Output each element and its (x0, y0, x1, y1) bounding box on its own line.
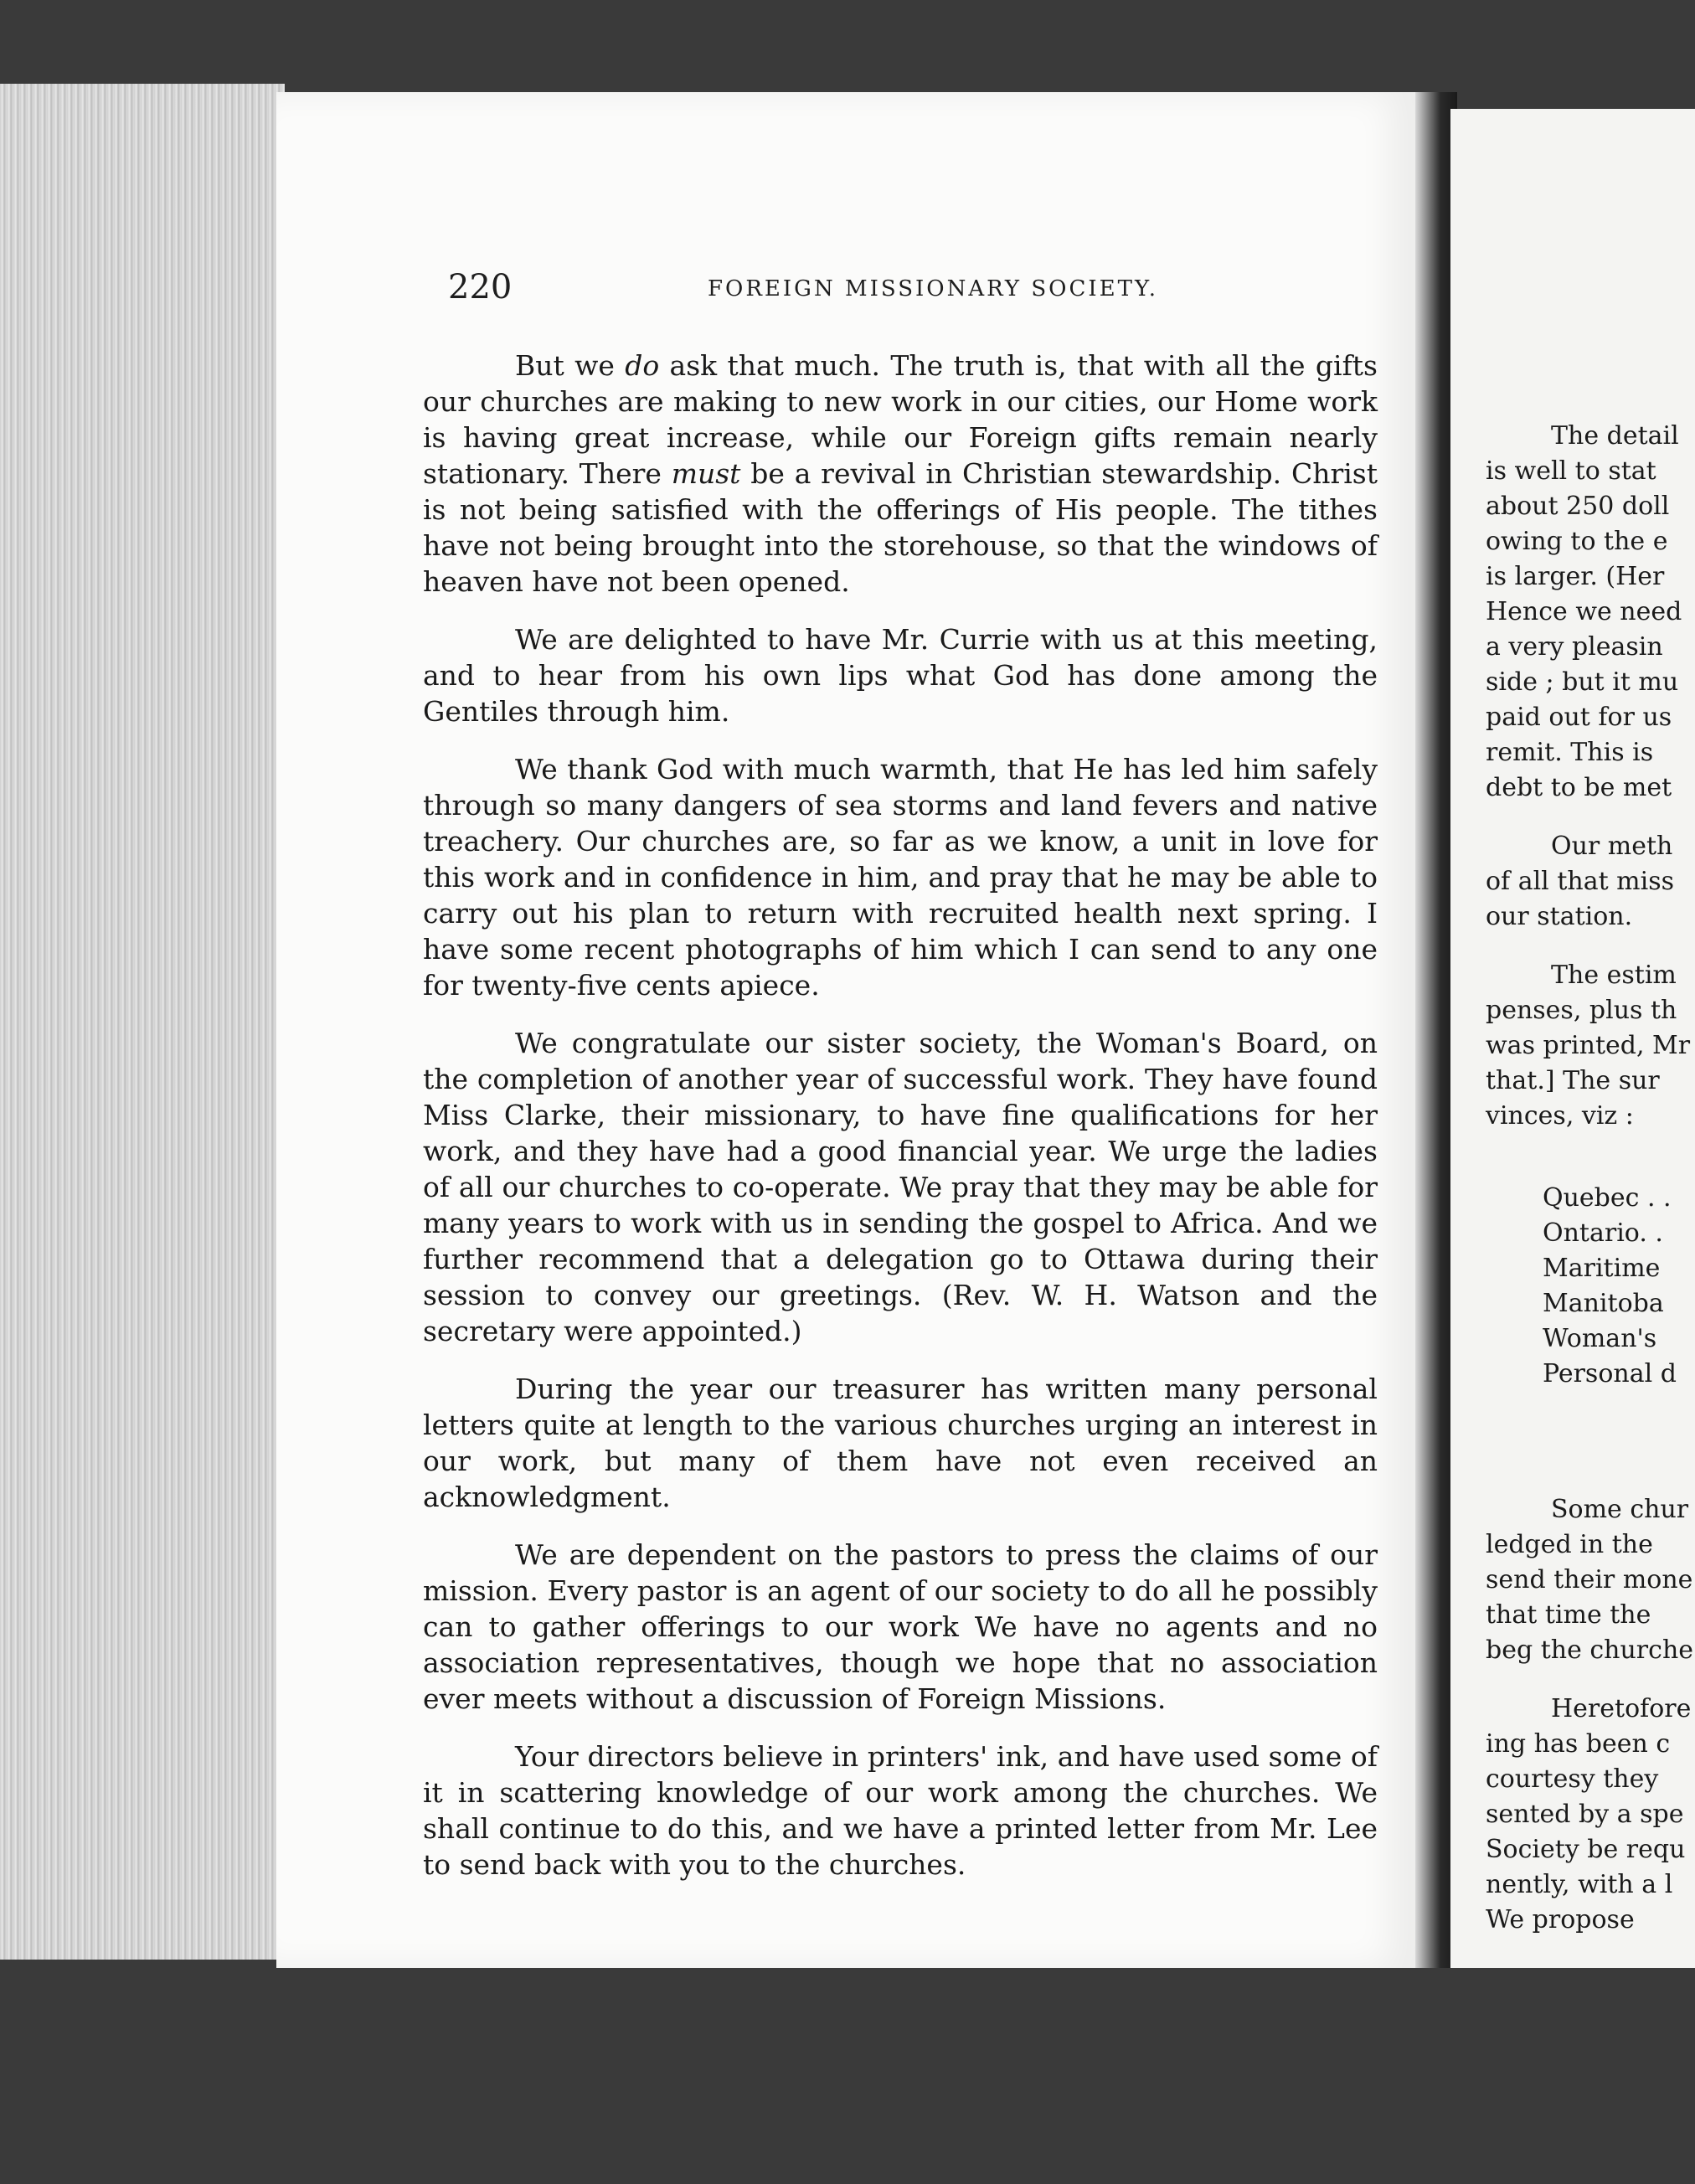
right-page-line: is larger. (Her (1486, 562, 1665, 591)
right-page-line: that time the (1486, 1600, 1651, 1630)
right-page-line: beg the churche (1486, 1635, 1694, 1665)
paragraph-7: Your directors believe in printers' ink, and have used some of it in scattering knowledge of our work among the churches. We shall continue to do this, and we have a printed letter from Mr. Lee to send back with you to the churches. (423, 1740, 1378, 1881)
right-page-line: Our meth (1551, 832, 1673, 861)
right-page-line: Heretofore (1551, 1694, 1692, 1723)
running-title: FOREIGN MISSIONARY SOCIETY. (708, 276, 1159, 301)
right-page-list-item: Manitoba (1543, 1289, 1664, 1318)
right-page-line: about 250 doll (1486, 492, 1670, 521)
right-page-list-item: Woman's (1543, 1324, 1657, 1353)
spacer (1450, 1134, 1695, 1181)
right-page-line: side ; but it mu (1486, 667, 1679, 697)
right-page-list-item: Maritime (1543, 1254, 1661, 1283)
right-page (1450, 109, 1695, 1968)
right-page-line: paid out for us (1486, 703, 1672, 732)
right-page-list-item: Personal d (1543, 1359, 1677, 1388)
spacer (1450, 935, 1695, 958)
paragraph-6: We are dependent on the pastors to press the claims of our mission. Every pastor is an agent of our society to do all he possibly can to gather offerings to our work We have no agents and no association representatives, though we hope that no association ever meets without a discussion of Foreign Missions. (423, 1538, 1378, 1715)
paragraph-2: We are delighted to have Mr. Currie with us at this meeting, and to hear from his own lips what God has done among the Gentiles through him. (423, 623, 1378, 728)
right-page-line: The estim (1551, 961, 1677, 990)
right-page-line: our station. (1486, 902, 1633, 931)
right-page-line: Hence we need (1486, 597, 1682, 626)
paragraph-3: We thank God with much warmth, that He has led him safely through so many dangers of sea storms and land fevers and native treachery. Our churches are, so far as we know, a unit in love for this work and in confidence in him, and pray that he may be able to carry out his plan to return with recruited health next spring. I have some recent photographs of him which I can send to any one for twenty-five cents apiece. (423, 753, 1378, 1002)
right-page-line: penses, plus th (1486, 996, 1677, 1025)
right-page-text (1450, 419, 1695, 1938)
right-page-line: sented by a spe (1486, 1800, 1684, 1829)
right-page-line: ledged in the (1486, 1530, 1653, 1559)
right-page-line: owing to the e (1486, 527, 1668, 556)
right-page-line: We propose (1486, 1905, 1635, 1934)
right-page-line: Some chur (1551, 1495, 1689, 1524)
book-page-edges (0, 84, 285, 1960)
paragraph-1: But we do ask that much. The truth is, that with all the gifts our churches are making to new work in our cities, our Home work is having great increase, while our Foreign gifts remain nearly stationary. There must be a revival in Christian stewardship. Christ is not being satisfied with the offerings of His people. The tithes have not being brought into the storehouse, so that the windows of heaven have not been opened. (423, 349, 1378, 598)
page-number: 220 (448, 268, 513, 306)
right-page-line: debt to be met (1486, 773, 1672, 802)
right-page-line: that.] The sur (1486, 1066, 1660, 1095)
right-page-line: courtesy they (1486, 1764, 1659, 1794)
right-page-line: send their mone (1486, 1565, 1693, 1594)
spacer (1450, 1392, 1695, 1492)
right-page-line: a very pleasin (1486, 632, 1663, 662)
right-page-line: remit. This is (1486, 738, 1654, 767)
body-text (423, 348, 1378, 1904)
right-page-line: nently, with a l (1486, 1870, 1673, 1899)
right-page-list-item: Ontario. . (1543, 1218, 1663, 1248)
spacer (1450, 806, 1695, 829)
spacer (1450, 1668, 1695, 1692)
running-head (448, 268, 1390, 310)
right-page-line: of all that miss (1486, 867, 1674, 896)
right-page-list-item: Quebec . . (1543, 1183, 1672, 1213)
right-page-line: The detail (1551, 421, 1679, 451)
right-page-line: vinces, viz : (1486, 1101, 1634, 1131)
paragraph-5: During the year our treasurer has written many personal letters quite at length to the various churches urging an interest in our work, but many of them have not even received an acknowledgment. (423, 1373, 1378, 1513)
right-page-line: was printed, Mr (1486, 1031, 1691, 1060)
right-page-line: Society be requ (1486, 1835, 1686, 1864)
right-page-line: ing has been c (1486, 1729, 1671, 1759)
paragraph-4: We congratulate our sister society, the Woman's Board, on the completion of another year of successful work. They have found Miss Clarke, their missionary, to have fine qualifications for her work, and they have had a good financial year. We urge the ladies of all our churches to co-operate. We pray that they may be able for many years to work with us in sending the gospel to Africa. And we further recommend that a delegation go to Ottawa during their session to convey our greetings. (Rev. W. H. Watson and the secretary were appointed.) (423, 1027, 1378, 1347)
right-page-line: is well to stat (1486, 456, 1656, 486)
